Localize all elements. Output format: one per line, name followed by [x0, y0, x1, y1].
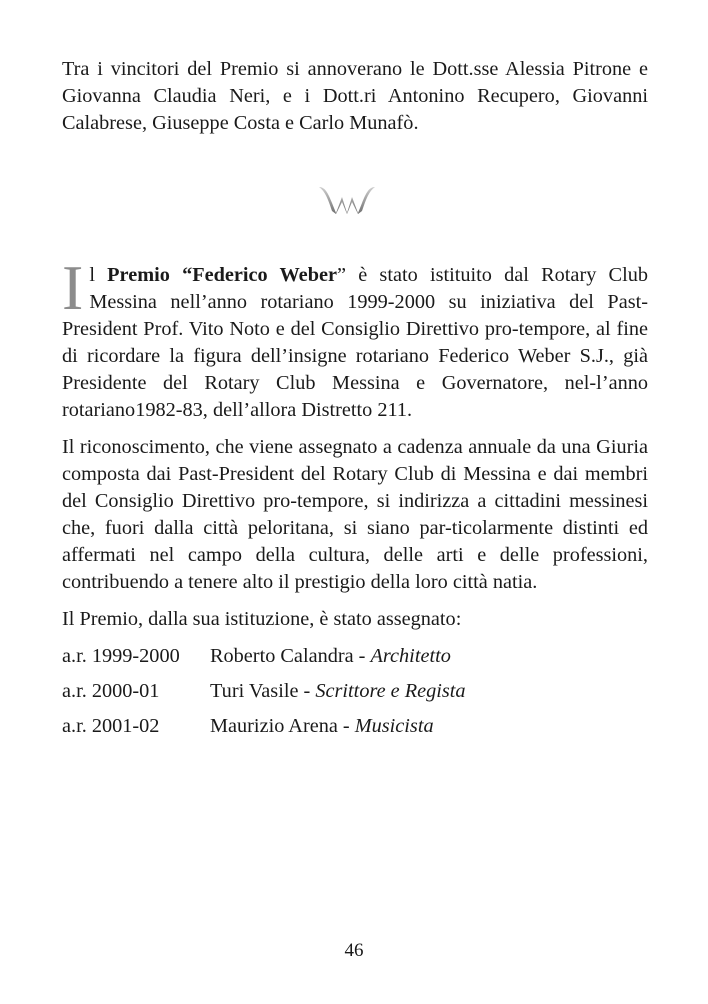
premio-section [62, 252, 648, 748]
premio-paragraph-1 [62, 252, 648, 424]
paragraph-1-rest: ” è stato istituito dal Rotary Club Messina nell’anno rotariano 1999-2000 su iniziativa del Past-President Prof. Vito Noto e del Consiglio Direttivo pro-tempore, al fine di ricordare la figura dell’insigne rotariano Federico Weber S.J., già Presidente del Rotary Club Messina e Governatore, nel-l’anno rotariano1982-83, dell’allora Distretto 211. [62, 264, 648, 421]
premio-name-bold: Premio “Federico Weber [107, 264, 337, 286]
award-person: Maurizio Arena - [210, 715, 355, 737]
drop-cap: I [62, 252, 84, 323]
award-name [210, 713, 434, 740]
award-row [62, 678, 648, 713]
award-name [210, 678, 466, 705]
award-name [210, 643, 451, 670]
award-role: Musicista [354, 715, 434, 737]
awards-list [62, 643, 648, 748]
award-year: a.r. 2001-02 [62, 715, 160, 737]
award-year: a.r. 2000-01 [62, 680, 160, 702]
premio-paragraph-3: Il Premio, dalla sua istituzione, è stato assegnato: [62, 608, 462, 630]
award-row [62, 643, 648, 678]
page-number: 46 [344, 940, 364, 961]
premio-paragraph-2: Il riconoscimento, che viene assegnato a cadenza annuale da una Giuria composta dai Past-President del Rotary Club di Messina e dai membri del Consiglio Direttivo pro-tempore, si indirizza a cittadini messinesi che, fuori dalla città peloritana, si siano par-ticolarmente distinti ed affermati nel campo della cultura, delle arti e delle professioni, contribuendo a tenere alto il prestigio della loro città natia. [62, 436, 648, 593]
award-person: Roberto Calandra - [210, 645, 371, 667]
intro-paragraph: Tra i vincitori del Premio si annoverano le Dott.sse Alessia Pitrone e Giovanna Claudia Neri, e i Dott.ri Antonino Recupero, Giovanni Calabrese, Giuseppe Costa e Carlo Munafò. [62, 58, 648, 134]
award-role: Scrittore e Regista [315, 680, 466, 702]
paragraph-1-lead: l [89, 264, 108, 286]
award-role: Architetto [370, 645, 451, 667]
award-row [62, 713, 648, 748]
award-year: a.r. 1999-2000 [62, 645, 180, 667]
award-person: Turi Vasile - [210, 680, 316, 702]
decorative-w-ornament-icon [318, 183, 376, 215]
intro-block [62, 56, 648, 137]
